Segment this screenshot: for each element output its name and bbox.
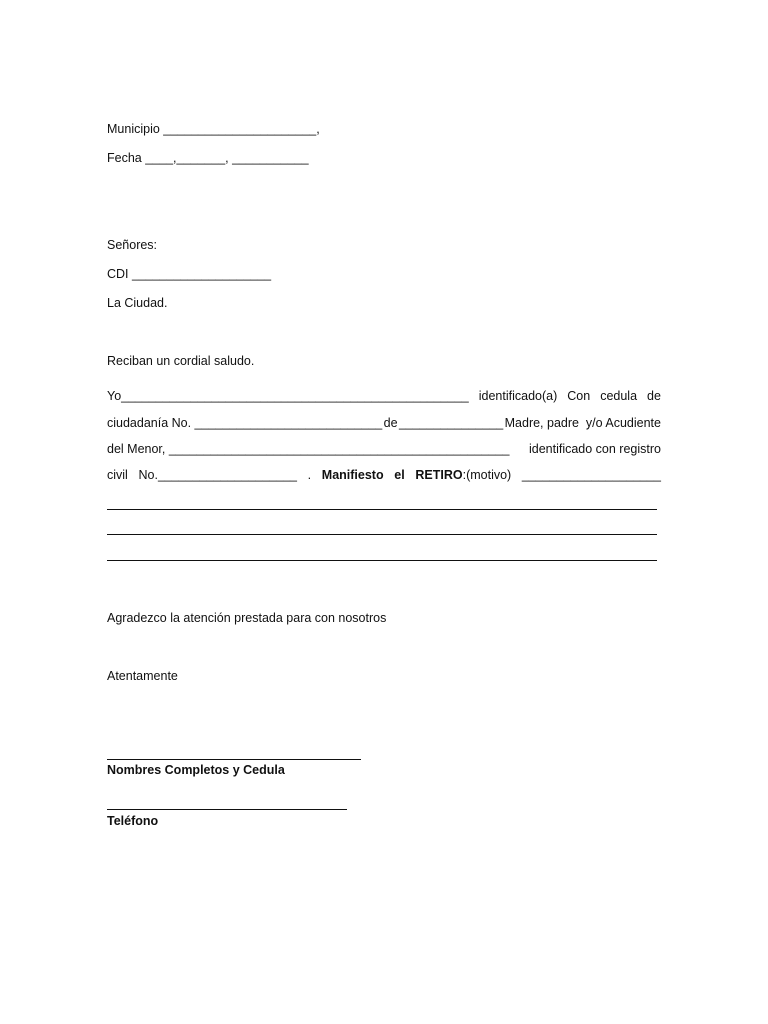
retiro-word: RETIRO [415, 468, 463, 482]
body-word: Yo__________________________________________________ [107, 389, 469, 403]
senores-line: Señores: [107, 238, 158, 252]
name-label: Nombres Completos y Cedula [107, 763, 285, 777]
phone-signature-line [107, 809, 347, 810]
body-line-3 [107, 441, 661, 457]
body-line-4 [107, 467, 661, 483]
name-signature-line [107, 759, 361, 760]
retiro-phrase [415, 467, 511, 483]
cdi-line: CDI ____________________ [107, 267, 272, 281]
phone-label: Teléfono [107, 814, 159, 828]
ciudad-line: La Ciudad. [107, 296, 168, 310]
body-word: identificado(a) [478, 389, 558, 403]
body-word: de [383, 416, 398, 430]
body-word: de [647, 389, 661, 403]
body-word: del Menor, _________________________________________________ [107, 442, 510, 456]
fecha-line: Fecha ____,_______, ___________ [107, 151, 309, 165]
body-word: identificado con registro [528, 442, 661, 456]
body-word: ciudadanía No. ___________________________ [107, 416, 383, 430]
body-word: ____________________ [521, 468, 661, 482]
body-word-bold: Manifiesto [321, 468, 384, 482]
body-word: Madre, padre y/o Acudiente [504, 416, 661, 430]
greeting-line: Reciban un cordial saludo. [107, 354, 255, 368]
body-word: cedula [600, 389, 638, 403]
body-word: . [307, 468, 312, 482]
sign-off-line: Atentamente [107, 669, 178, 683]
reason-blank-line-3 [107, 560, 657, 561]
reason-blank-line-1 [107, 509, 657, 510]
body-word: Con [567, 389, 591, 403]
reason-blank-line-2 [107, 534, 657, 535]
closing-line: Agradezco la atención prestada para con nosotros [107, 611, 387, 625]
municipio-line: Municipio ______________________, [107, 122, 320, 136]
body-line-1 [107, 388, 661, 404]
motivo-word: :(motivo) [462, 468, 512, 482]
body-word-bold: el [394, 468, 405, 482]
body-word: civil [107, 468, 128, 482]
body-line-2 [107, 415, 661, 431]
body-word: _______________ [398, 416, 504, 430]
body-word: No.____________________ [138, 468, 297, 482]
